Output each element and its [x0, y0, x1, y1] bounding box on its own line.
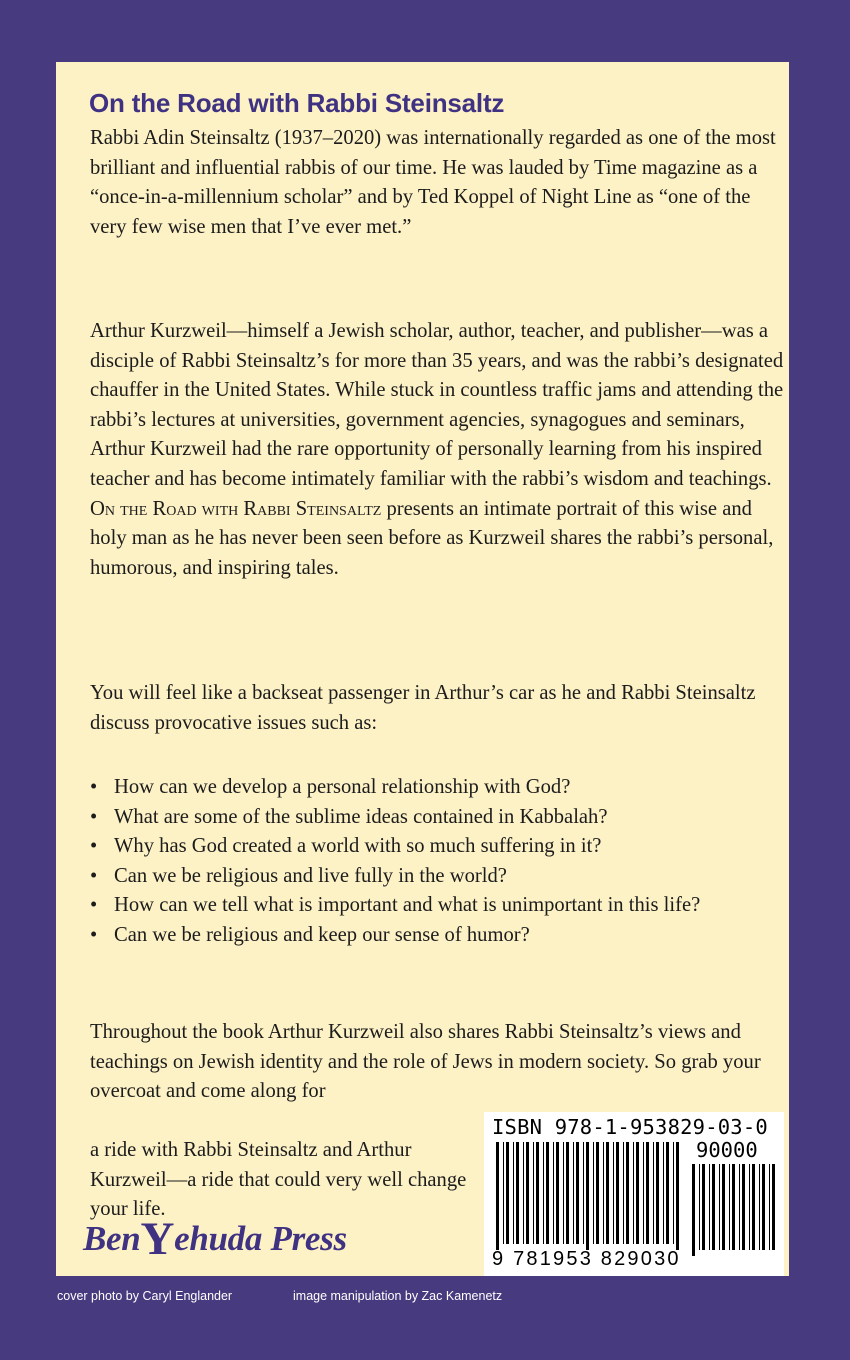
barcode-bar: [553, 1142, 554, 1244]
barcode-bar: [663, 1142, 664, 1244]
photo-credit: cover photo by Caryl Englander: [57, 1289, 233, 1303]
barcode-bar: [759, 1164, 760, 1250]
barcode-bar: [563, 1142, 564, 1244]
barcode-bar: [769, 1164, 770, 1250]
barcode-bar: [586, 1142, 589, 1250]
lead-in-paragraph: [90, 679, 785, 738]
list-item-text: Can we be religious and keep our sense of humor?: [114, 923, 530, 946]
closing-text-end: a ride with Rabbi Steinsaltz and Arthur Kurzweil—a ride that could very well change your life.: [90, 1139, 467, 1221]
barcode-bar: [516, 1142, 519, 1244]
barcode-bar: [543, 1142, 544, 1244]
barcode-bar: [513, 1142, 514, 1244]
list-item: [90, 891, 785, 921]
list-item: [90, 803, 785, 833]
closing-paragraph: [90, 1018, 785, 1107]
list-item: [90, 921, 785, 951]
barcode-bar: [653, 1142, 654, 1244]
barcode-bar: [503, 1142, 504, 1244]
barcode-bar: [593, 1142, 594, 1244]
inline-book-title: On the Road with Rabbi Steinsaltz: [90, 497, 382, 520]
ean-number: 9 781953 829030: [492, 1248, 681, 1270]
barcode-bar: [772, 1164, 775, 1250]
barcode-bar: [673, 1142, 674, 1244]
bullet-icon: •: [90, 835, 98, 858]
bullet-icon: •: [90, 894, 98, 917]
manipulation-credit: image manipulation by Zac Kamenetz: [293, 1289, 503, 1303]
barcode-bar: [573, 1142, 574, 1244]
issues-list: [90, 773, 785, 951]
barcode-bar: [636, 1142, 639, 1244]
publisher-initial: Y: [140, 1213, 175, 1265]
blurb-panel: [56, 62, 789, 1276]
barcode-bar: [536, 1142, 539, 1244]
barcode-bar: [692, 1164, 695, 1256]
barcode-bar: [749, 1164, 750, 1250]
barcode-bar: [576, 1142, 579, 1244]
intro-text: Rabbi Adin Steinsaltz (1937–2020) was internationally regarded as one of the most brilliant and influential rabbis of our time. He was lauded by Time magazine as a “once-in-a-millennium scholar” and by Ted Koppel of Night Line as “one of the very few wise men that I’ve ever met.”: [90, 127, 776, 238]
publisher-logo: [83, 1208, 347, 1265]
barcode-bar: [762, 1164, 765, 1250]
list-item-text: Why has God created a world with so much suffering in it?: [114, 835, 602, 858]
barcode-bar: [742, 1164, 745, 1250]
publisher-name-part2: ehuda Press: [174, 1219, 347, 1258]
isbn-number: ISBN 978-1-953829-03-0: [492, 1115, 768, 1139]
intro-paragraph: [90, 124, 785, 242]
author-paragraph: [90, 317, 785, 583]
barcode-bar: [596, 1142, 599, 1244]
book-title-heading: On the Road with Rabbi Steinsaltz: [89, 88, 505, 118]
barcode-bar: [566, 1142, 569, 1244]
bullet-icon: •: [90, 923, 98, 946]
barcode-bar: [583, 1142, 584, 1244]
barcode-bar: [702, 1164, 705, 1250]
barcode-bar: [616, 1142, 619, 1244]
barcode-bar: [676, 1142, 679, 1250]
barcode-bar: [699, 1164, 700, 1250]
barcode-bar: [739, 1164, 740, 1250]
barcode-bar: [533, 1142, 534, 1244]
publisher-name-part1: Ben: [83, 1219, 141, 1258]
price-code: 90000: [696, 1138, 758, 1162]
list-item-text: What are some of the sublime ideas contained in Kabbalah?: [114, 805, 608, 828]
barcode-bar: [643, 1142, 644, 1244]
barcode-bar: [712, 1164, 715, 1250]
barcode-bar: [526, 1142, 529, 1244]
barcode-bar: [709, 1164, 710, 1250]
bullet-icon: •: [90, 805, 98, 828]
barcode-bar: [623, 1142, 624, 1244]
list-item-text: How can we tell what is important and what is unimportant in this life?: [114, 894, 701, 917]
list-item-text: How can we develop a personal relationship with God?: [114, 776, 571, 798]
bullet-icon: •: [90, 864, 98, 887]
barcode-bar: [752, 1164, 755, 1250]
barcode-bar: [606, 1142, 609, 1244]
isbn-barcode: [484, 1112, 784, 1276]
barcode-bar: [613, 1142, 614, 1244]
barcode-bar: [523, 1142, 524, 1244]
author-text-end: presents an intimate portrait of this wise and holy man as he has never been seen before as Kurzweil shares the rabbi’s personal, humorous, and inspiring tales.: [90, 497, 774, 579]
barcode-bar: [656, 1142, 659, 1244]
closing-text: Throughout the book Arthur Kurzweil also shares Rabbi Steinsaltz’s views and teachings on Jewish identity and the role of Jews in modern society. So grab your overcoat and come along for: [90, 1021, 761, 1103]
list-item: [90, 832, 785, 862]
barcode-bar: [603, 1142, 604, 1244]
barcode-bar: [719, 1164, 720, 1250]
barcode-bar: [732, 1164, 735, 1250]
list-item-text: Can we be religious and live fully in the world?: [114, 864, 507, 887]
barcode-bar: [666, 1142, 669, 1244]
list-item: [90, 773, 785, 803]
barcode-bar: [546, 1142, 549, 1244]
barcode-bar: [496, 1142, 499, 1250]
lead-in-text: You will feel like a backseat passenger in Arthur’s car as he and Rabbi Steinsaltz discuss provocative issues such as:: [90, 682, 756, 734]
barcode-bar: [633, 1142, 634, 1244]
barcode-bar: [646, 1142, 649, 1244]
barcode-bar: [729, 1164, 730, 1250]
bullet-icon: •: [90, 776, 98, 798]
list-item: [90, 862, 785, 892]
author-text: Arthur Kurzweil—himself a Jewish scholar, author, teacher, and publisher—was a disciple of Rabbi Steinsaltz’s for more than 35 years, and was the rabbi’s designated chauffer in the United States. While stuck in countless traffic jams and attending the rabbi’s lectures at universities, government agencies, synagogues and seminars, Arthur Kurzweil had the rare opportunity of personally learning from his inspired teacher and has become intimately familiar with the rabbi’s wisdom and teachings.: [90, 320, 784, 490]
barcode-bar: [556, 1142, 559, 1244]
barcode-bar: [722, 1164, 725, 1250]
barcode-bar: [626, 1142, 629, 1244]
barcode-bar: [506, 1142, 509, 1244]
